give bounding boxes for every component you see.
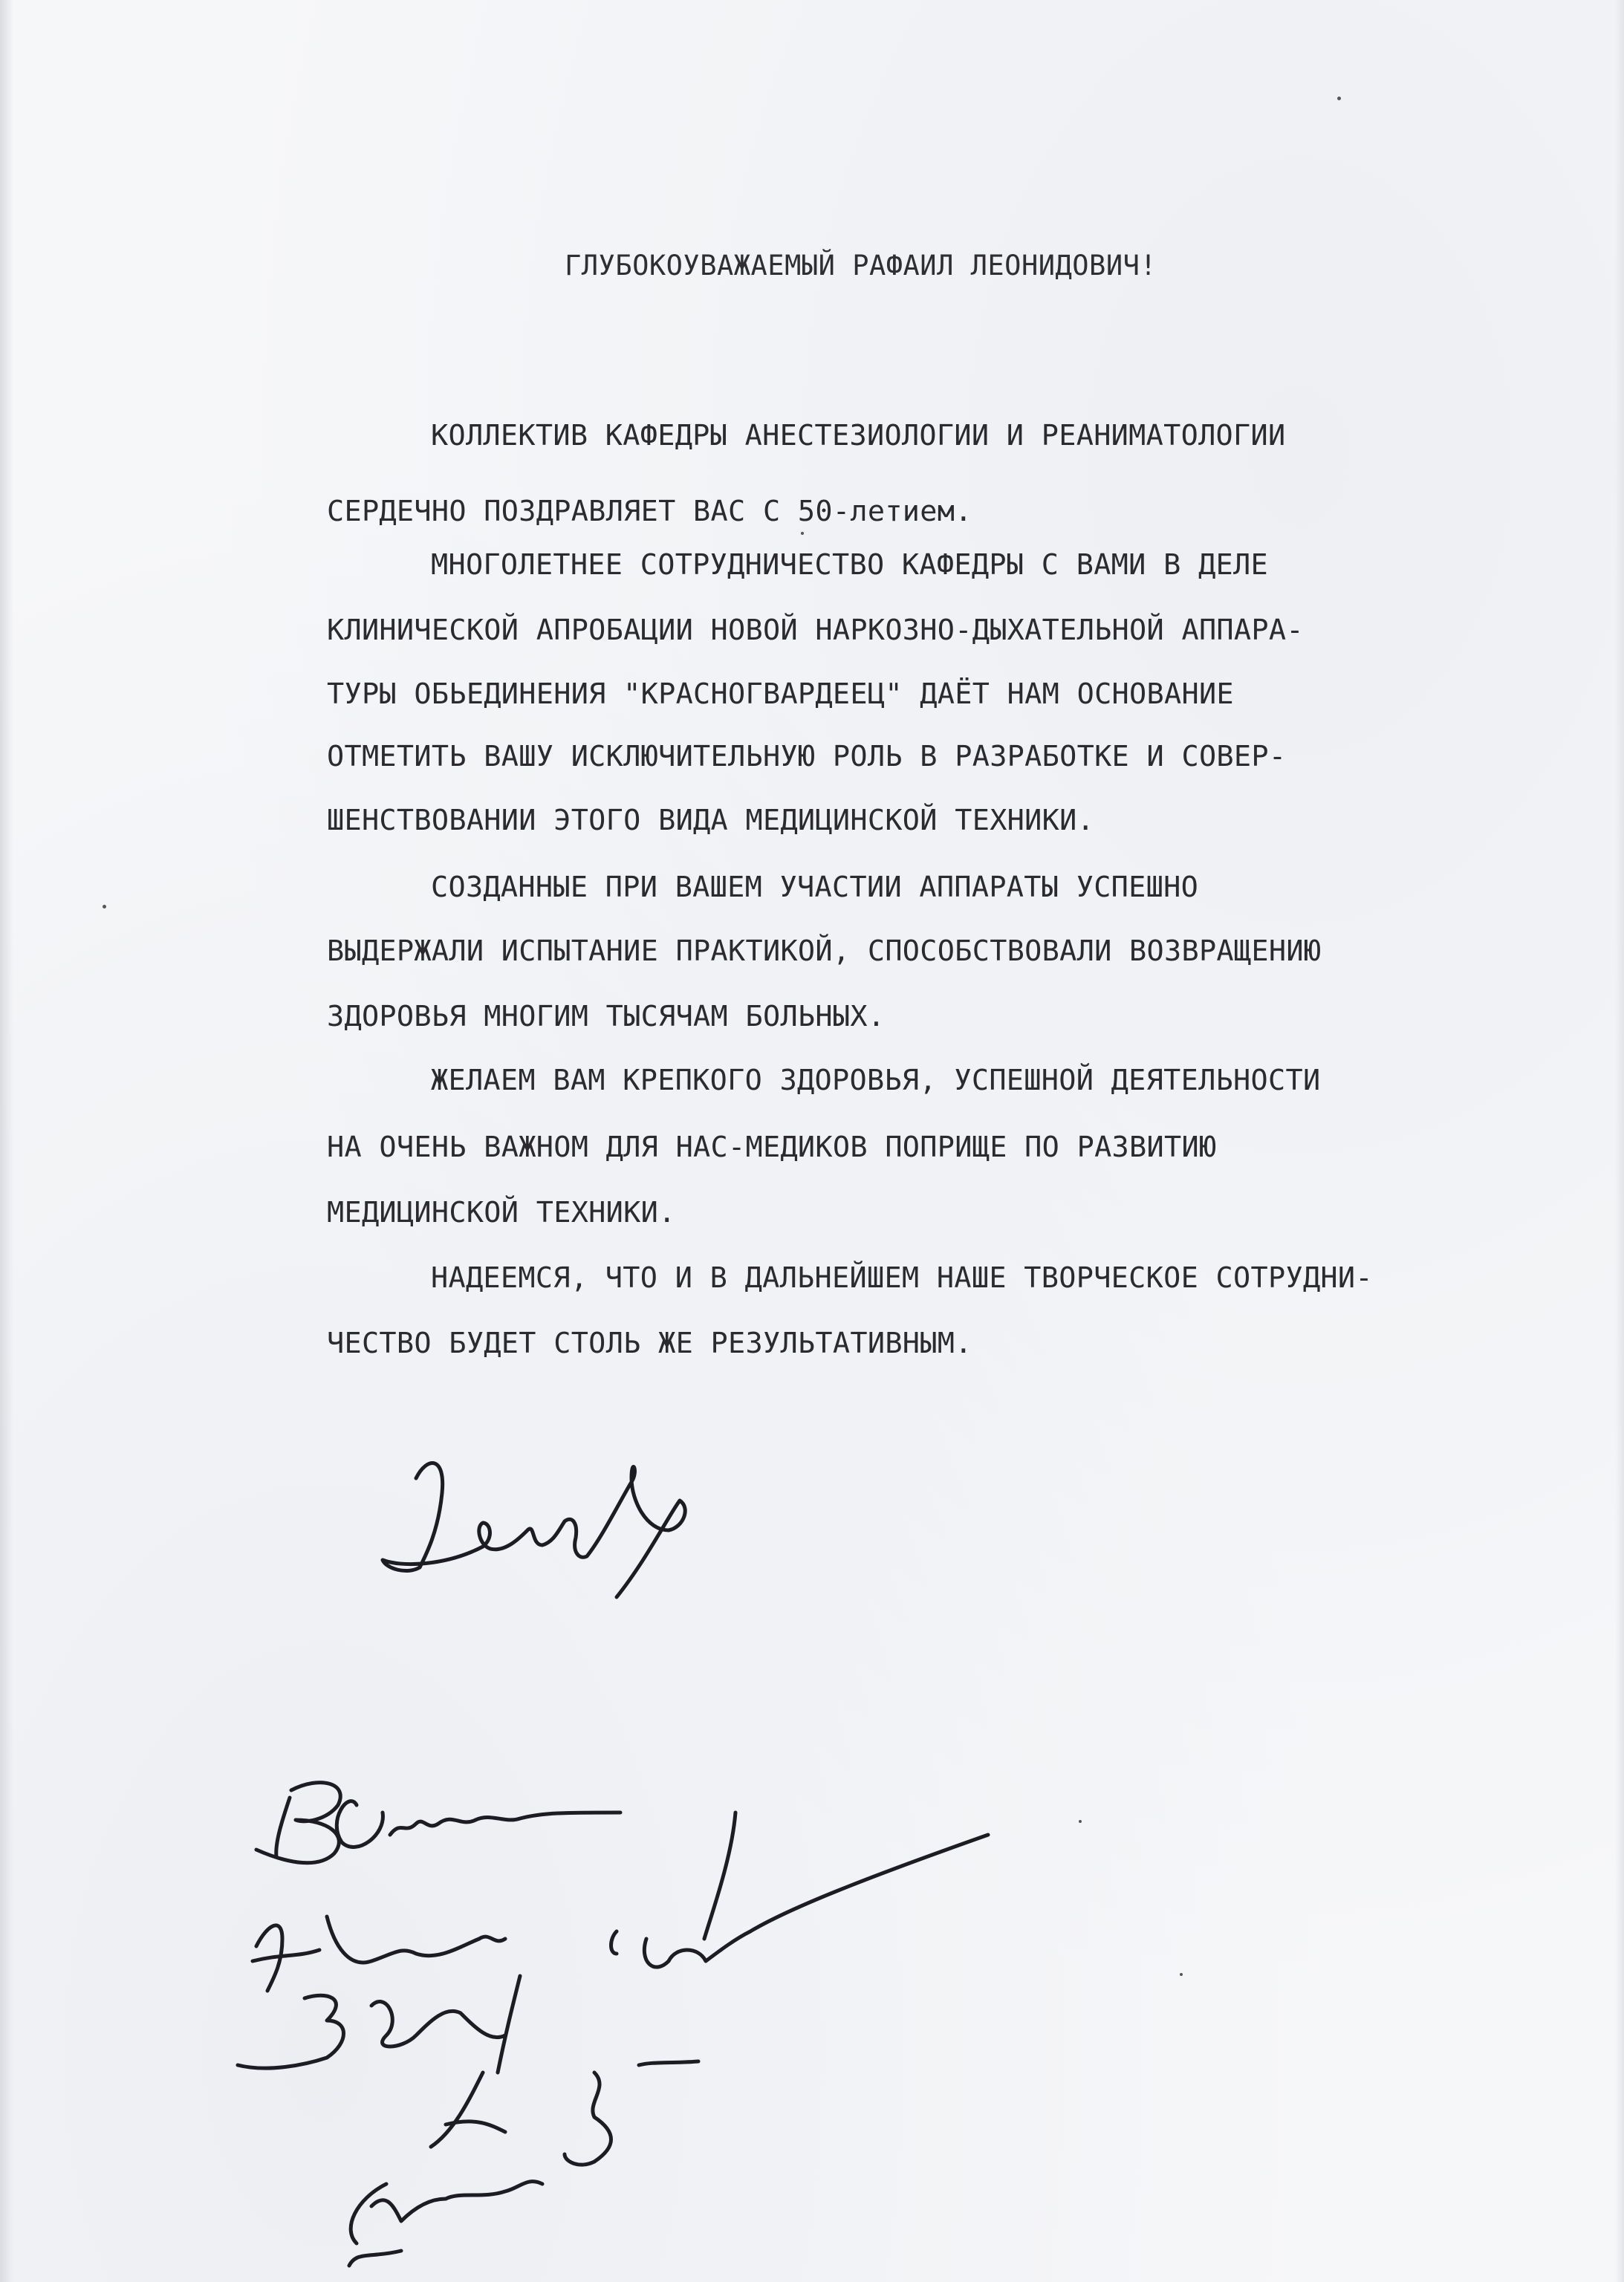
body-line: МЕДИЦИНСКОЙ ТЕХНИКИ. bbox=[327, 1196, 676, 1229]
body-line: КОЛЛЕКТИВ КАФЕДРЫ АНЕСТЕЗИОЛОГИИ И РЕАНИМАТОЛОГИИ bbox=[431, 419, 1286, 452]
body-line: МНОГОЛЕТНЕЕ СОТРУДНИЧЕСТВО КАФЕДРЫ С ВАМИ В ДЕЛЕ bbox=[431, 548, 1268, 582]
signature-7 bbox=[349, 2182, 542, 2266]
body-line: НАДЕЕМСЯ, ЧТО И В ДАЛЬНЕЙШЕМ НАШЕ ТВОРЧЕСКОЕ СОТРУДНИ- bbox=[431, 1261, 1373, 1295]
salutation: ГЛУБОКОУВАЖАЕМЫЙ РАФАИЛ ЛЕОНИДОВИЧ! bbox=[565, 250, 1157, 282]
signature-2 bbox=[256, 1783, 620, 1863]
body-line: СЕРДЕЧНО ПОЗДРАВЛЯЕТ ВАС С 50-летием. bbox=[327, 495, 972, 528]
signature-3 bbox=[611, 1813, 989, 1967]
signature-head bbox=[383, 1463, 685, 1597]
body-line: ВЫДЕРЖАЛИ ИСПЫТАНИЕ ПРАКТИКОЙ, СПОСОБСТВОВАЛИ ВОЗВРАЩЕНИЮ bbox=[327, 934, 1322, 968]
scan-speck bbox=[1337, 97, 1341, 100]
body-line: ОТМЕТИТЬ ВАШУ ИСКЛЮЧИТЕЛЬНУЮ РОЛЬ В РАЗРАБОТКЕ И СОВЕР- bbox=[327, 740, 1287, 773]
body-line: СОЗДАННЫЕ ПРИ ВАШЕМ УЧАСТИИ АППАРАТЫ УСПЕШНО bbox=[431, 871, 1199, 904]
body-line: КЛИНИЧЕСКОЙ АПРОБАЦИИ НОВОЙ НАРКОЗНО-ДЫХАТЕЛЬНОЙ АППАРА- bbox=[327, 614, 1304, 647]
scan-edge-shadow-left bbox=[0, 0, 13, 2282]
scan-speck bbox=[801, 532, 804, 535]
scan-speck bbox=[1079, 1820, 1082, 1823]
body-line: ЖЕЛАЕМ ВАМ КРЕПКОГО ЗДОРОВЬЯ, УСПЕШНОЙ ДЕЯТЕЛЬНОСТИ bbox=[431, 1064, 1321, 1097]
signature-6 bbox=[431, 2061, 698, 2165]
signature-4 bbox=[253, 1917, 505, 1991]
scan-speck bbox=[1180, 1973, 1183, 1976]
signature-5 bbox=[238, 1976, 520, 2073]
body-line: НА ОЧЕНЬ ВАЖНОМ ДЛЯ НАС-МЕДИКОВ ПОПРИЩЕ ПО РАЗВИТИЮ bbox=[327, 1131, 1217, 1164]
body-line: ЗДОРОВЬЯ МНОГИМ ТЫСЯЧАМ БОЛЬНЫХ. bbox=[327, 1000, 886, 1033]
body-line: ТУРЫ ОБЬЕДИНЕНИЯ "КРАСНОГВАРДЕЕЦ" ДАЁТ НАМ ОСНОВАНИЕ bbox=[327, 677, 1234, 711]
scan-edge-shadow-right bbox=[1615, 0, 1624, 2282]
body-line: ЧЕСТВО БУДЕТ СТОЛЬ ЖЕ РЕЗУЛЬТАТИВНЫМ. bbox=[327, 1327, 972, 1360]
body-line: ШЕНСТВОВАНИИ ЭТОГО ВИДА МЕДИЦИНСКОЙ ТЕХНИКИ. bbox=[327, 804, 1095, 837]
scan-speck bbox=[103, 905, 106, 908]
